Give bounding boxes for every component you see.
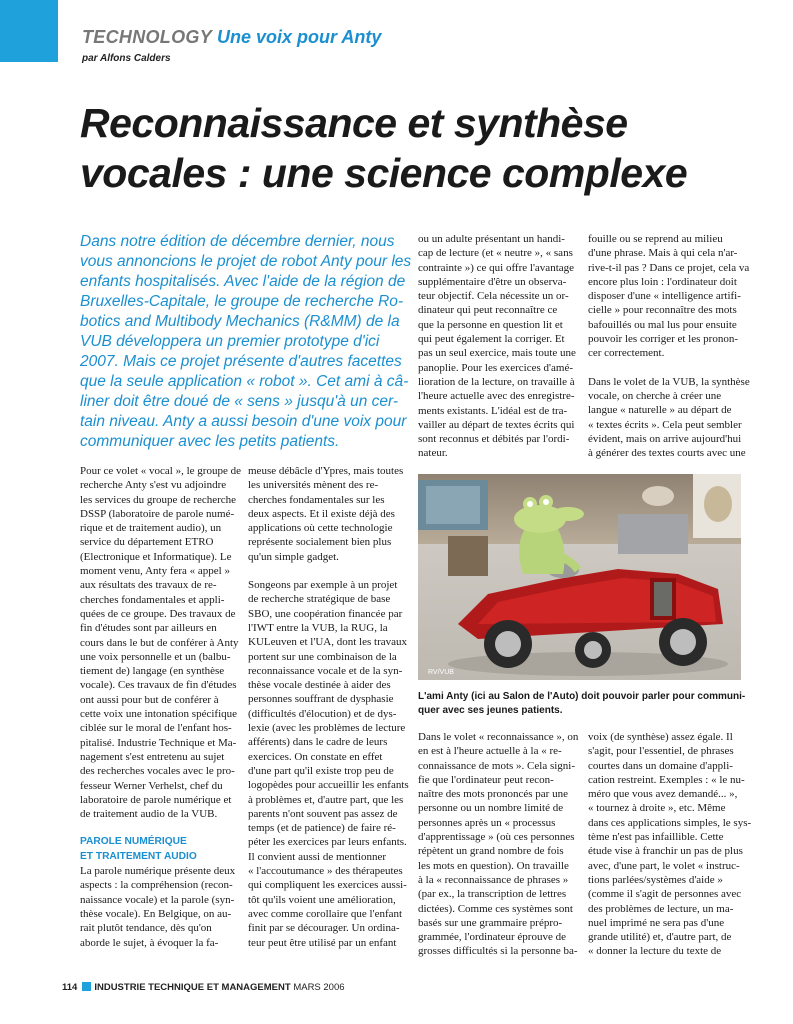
text-line: l'heure actuelle avec des enregistre-: [418, 390, 575, 403]
corner-accent-block: [0, 0, 58, 62]
body-paragraph: [588, 375, 750, 461]
text-line: d'une phrase. Mais à qui cela n'ar-: [588, 247, 738, 260]
text-line: vailler au départ de textes écrits qui: [418, 418, 575, 431]
text-line: basés sur une grammaire prépro-: [418, 916, 563, 929]
text-line: d'apprentissage » (où ces personnes: [418, 831, 575, 844]
column-6: [588, 730, 751, 959]
text-line: représente socialement bien plus: [248, 536, 392, 549]
text-line: grammée, l'ordinateur éprouve de: [418, 931, 566, 944]
text-line: portent sur une combinaison de la: [248, 650, 397, 663]
text-line: vocale). Ces travaux de fin d'études: [80, 679, 237, 692]
text-line: lexie (avec les problèmes de lecture: [248, 722, 406, 735]
text-line: répètent un grand nombre de fois: [418, 845, 564, 858]
text-line: panoplie. Pour les exercices d'amé-: [418, 361, 574, 374]
text-line: Bruxelles-Capitale, le groupe de recherche Ro-: [80, 293, 404, 310]
section-subtitle: Une voix pour Anty: [217, 27, 382, 47]
text-line: KULeuven et l'UA, dont les travaux: [248, 636, 407, 649]
body-paragraph: [588, 232, 750, 361]
text-line: une voix personnelle et un (balbu-: [80, 650, 231, 663]
text-line: « tournez à droite », etc. Même: [588, 802, 726, 815]
text-line: à générer des textes courts avec une: [588, 447, 746, 460]
photo-illustration: [418, 474, 741, 680]
caption-line: quer avec ses jeunes patients.: [418, 705, 563, 716]
column-1: [80, 464, 241, 950]
text-line: logopèdes pour accueillir les enfants: [248, 779, 409, 792]
text-line: communiquer avec les petits patients.: [80, 433, 340, 450]
text-line: d'une part qu'il existe trop peu de: [248, 764, 394, 777]
text-line: fouille ou se reprend au milieu: [588, 233, 723, 245]
body-paragraph: [248, 464, 409, 564]
text-line: étude vise à franchir un pas de plus: [588, 845, 743, 858]
text-line: tiement de) langage (en synthèse: [80, 665, 225, 678]
text-line: cette voix une intonation spécifique: [80, 708, 238, 721]
footer-square-icon: [82, 982, 91, 991]
text-line: dans ces applications simples, le sys-: [588, 816, 752, 829]
text-line: en est à l'heure actuelle à la « re-: [418, 745, 562, 758]
subheading-line: ET TRAITEMENT AUDIO: [80, 850, 197, 862]
text-line: Il convient aussi de mentionner: [248, 850, 387, 863]
text-line: exercices. On constate en effet: [248, 750, 383, 763]
subheading-line: PAROLE NUMÉRIQUE: [80, 836, 187, 848]
text-line: Dans notre édition de décembre dernier, nous: [80, 233, 395, 250]
column-2: [248, 464, 409, 950]
text-line: à problèmes et, d'autre part, que les: [248, 793, 404, 806]
magazine-name: INDUSTRIE TECHNIQUE ET MANAGEMENT: [94, 982, 291, 993]
text-line: nagement s'est entretenu au sujet: [80, 750, 225, 763]
text-line: que la personne en question lit et: [418, 318, 563, 331]
text-line: les universités mènent des re-: [248, 479, 379, 492]
text-line: cap de lecture (et « neutre », « sans: [418, 247, 573, 260]
text-line: ont aussi pour but de conférer à: [80, 693, 219, 706]
headline-line: vocales : une science complexe: [80, 150, 688, 196]
lead-paragraph: [80, 232, 412, 452]
text-line: à la « reconnaissance de phrases »: [418, 873, 569, 886]
text-line: liner doit être doué de « sens » jusqu'à un cer-: [80, 393, 399, 410]
text-line: cer correctement.: [588, 347, 665, 360]
text-line: personne ou un nombre limité de: [418, 802, 564, 815]
text-line: des recherches vocales avec le pro-: [80, 765, 235, 778]
text-line: avec comme corollaire que l'enfant: [248, 907, 403, 920]
page-number: 114: [62, 982, 78, 993]
text-line: personnes souffrant de dysphasie: [248, 693, 394, 706]
text-line: péter les exercices par leurs enfants.: [248, 836, 407, 849]
column-4: [588, 232, 750, 460]
photo-anty-car: [418, 474, 741, 680]
text-line: de traitement audio de la VUB.: [80, 808, 218, 821]
text-line: (comme il s'agit de personnes avec: [588, 888, 742, 901]
text-line: grosses difficultés si la personne ba-: [418, 945, 578, 958]
text-line: Songeons par exemple à un projet: [248, 579, 398, 592]
headline-line: Reconnaissance et synthèse: [80, 100, 628, 146]
column-3: [418, 232, 576, 461]
text-line: cours dans le but de conférer à Anty: [80, 636, 239, 649]
body-paragraph: [248, 578, 409, 950]
text-line: DSSP (laboratoire de parole numé-: [80, 507, 235, 520]
text-line: naissance vocale) et la parole (syn-: [80, 893, 235, 906]
text-line: personnes après un « processus: [418, 816, 556, 829]
text-line: nateur.: [418, 447, 448, 460]
text-line: (difficultés d'élocution) et de dys-: [248, 707, 397, 720]
text-line: (par ex., la transcription de lettres: [418, 888, 567, 901]
text-line: « l'accoutumance » des thérapeutes: [248, 865, 403, 878]
text-line: ments existants. L'idéal est de tra-: [418, 404, 568, 417]
article-headline: [80, 98, 780, 198]
text-line: afférents) dans le cadre de leurs: [248, 736, 388, 749]
text-line: évident, mais on arrive aujourd'hui: [588, 432, 742, 445]
text-line: lioration de la lecture, on travaille à: [418, 375, 575, 388]
text-line: teur objectif. Cela nécessite un or-: [418, 290, 569, 303]
text-line: quées de ce groupe. Des travaux de: [80, 607, 236, 620]
text-line: thèse vocale). En Belgique, on au-: [80, 907, 232, 920]
text-line: laboratoire de parole numérique et: [80, 793, 232, 806]
text-line: rique et de traitement audio), un: [80, 522, 222, 535]
issue-date: MARS 2006: [293, 982, 345, 993]
text-line: temps (et de patience) de faire ré-: [248, 822, 396, 835]
text-line: finit par se décourager. Un ordina-: [248, 922, 400, 935]
text-line: sont reconnus et débités par l'ordi-: [418, 433, 570, 446]
text-line: Dans le volet « reconnaissance », on: [418, 731, 579, 743]
byline: par Alfons Calders: [82, 53, 171, 64]
text-line: ciblée sur le moral de l'enfant hos-: [80, 722, 232, 735]
text-line: moment venu, Anty fera « appel »: [80, 565, 230, 578]
text-line: voix (de synthèse) assez égale. Il: [588, 731, 733, 743]
text-line: contrainte ») ce qui offre l'avantage: [418, 261, 575, 274]
text-line: l'IWT entre la VUB, la RUG, la: [248, 621, 388, 634]
text-line: cielle » pour reconnaître des mots: [588, 304, 737, 317]
text-line: de recherche stratégique de base: [248, 593, 391, 606]
text-line: pouvoir les corriger et les pronon-: [588, 333, 738, 346]
text-line: reconnaissance vocale et de la syn-: [248, 664, 403, 677]
text-line: s'agit, pour l'essentiel, de phrases: [588, 745, 734, 758]
text-line: méro que vous avez demandé... »,: [588, 788, 738, 801]
text-line: langue « naturelle » au départ de: [588, 404, 732, 417]
text-line: qui peut également la corriger. Et: [418, 333, 565, 346]
text-line: applications où cette technologie: [248, 522, 393, 535]
text-line: botics and Multibody Mechanics (R&MM) de la: [80, 313, 400, 330]
text-line: deux aspects. Et il existe déjà des: [248, 507, 395, 520]
text-line: supplémentaire d'être un observa-: [418, 275, 567, 288]
text-line: meuse débâcle d'Ypres, mais toutes: [248, 465, 404, 477]
text-line: courtes dans un domaine d'appli-: [588, 759, 733, 772]
text-line: parents n'ont souvent pas assez de: [248, 807, 398, 820]
page-footer: [62, 982, 345, 993]
text-line: pas un seul exercice, mais toute une: [418, 347, 576, 360]
text-line: avec, d'une part, le volet « instruc-: [588, 859, 740, 872]
text-line: recherche Anty s'est vu adjoindre: [80, 479, 227, 492]
text-line: 2007. Mais ce projet présente d'autres facettes: [80, 353, 402, 370]
text-line: tème n'est pas infaillible. Cette: [588, 831, 724, 844]
intro-paragraph: [80, 464, 241, 821]
section-label: TECHNOLOGY: [82, 27, 213, 47]
text-line: VUB développera un premier prototype d'ici: [80, 333, 380, 350]
photo-credit: RV/VUB: [428, 669, 454, 676]
text-line: bafouillés ou mal lus pour ensuite: [588, 318, 737, 331]
text-line: fin d'études sont par ailleurs en: [80, 622, 217, 635]
text-line: (Electronique et Informatique). Le: [80, 550, 232, 563]
text-line: fesseur Werner Verhelst, chef du: [80, 779, 223, 792]
text-line: Pour ce volet « vocal », le groupe de: [80, 465, 241, 477]
text-line: teur peut être utilisé par un enfant: [248, 936, 397, 949]
text-line: grande utilité) et, d'autre part, de: [588, 931, 732, 944]
text-line: cation restreint. Exemples : « le nu-: [588, 773, 745, 786]
text-line: disposer d'une « intelligence artifi-: [588, 290, 741, 303]
text-line: « textes écrits ». Cela peut sembler: [588, 418, 742, 431]
text-line: que la seule application « robot ». Cet ami à câ-: [80, 373, 409, 390]
text-line: ou un adulte présentant un handi-: [418, 233, 565, 245]
text-line: enfants hospitalisés. Avec l'aide de la région de: [80, 273, 406, 290]
text-line: vocale, on cherche à créer une: [588, 389, 722, 402]
text-line: connaissance de mots ». Cela signi-: [418, 759, 576, 772]
text-line: aspects : la compréhension (recon-: [80, 879, 233, 892]
text-line: pitalisé. Industrie Technique et Ma-: [80, 736, 237, 749]
caption-line: L'ami Anty (ici au Salon de l'Auto) doit pouvoir parler pour communi-: [418, 691, 746, 702]
text-line: « donner la lecture du texte de: [588, 945, 722, 958]
text-line: nuel imprimé ne sera pas d'une: [588, 916, 725, 929]
text-line: rait plutôt tendance, dès qu'on: [80, 922, 212, 935]
text-line: thèse vocale destinée à aider des: [248, 679, 391, 692]
photo-caption: [418, 690, 745, 718]
text-line: des problèmes de lecture, un ma-: [588, 902, 734, 915]
text-line: vous annoncions le projet de robot Anty pour les: [80, 253, 412, 270]
text-line: service du département ETRO: [80, 536, 214, 549]
text-line: cherches fondamentales sur les: [248, 493, 385, 506]
text-line: dictées). Comme ces systèmes sont: [418, 902, 573, 915]
text-line: aux résultats des travaux de re-: [80, 579, 217, 592]
body-paragraph: [80, 864, 241, 950]
text-line: fie que l'ordinateur peut recon-: [418, 773, 554, 786]
text-line: qu'un simple gadget.: [248, 550, 339, 563]
text-line: tôt qu'ils voient une amélioration,: [248, 893, 396, 906]
text-line: tions parlées/systèmes d'aide »: [588, 873, 723, 886]
text-line: qui compliquent les exercices aussi-: [248, 879, 407, 892]
text-line: tain niveau. Anty a aussi besoin d'une voix pour: [80, 413, 407, 430]
text-line: cherches fondamentales et appli-: [80, 593, 225, 606]
text-line: naître des mots prononcés par une: [418, 788, 568, 801]
text-line: rive-t-il pas ? Dans ce projet, cela va: [588, 261, 750, 274]
section-rubric: [82, 26, 381, 48]
text-line: La parole numérique présente deux: [80, 865, 236, 878]
text-line: Dans le volet de la VUB, la synthèse: [588, 375, 750, 388]
column-5: [418, 730, 578, 959]
text-line: SBO, une coopération financée par: [248, 607, 403, 620]
text-line: les mots en question). On travaille: [418, 859, 569, 872]
text-line: aborde le sujet, à évoquer la fa-: [80, 936, 219, 949]
text-line: encore plus loin : l'ordinateur doit: [588, 275, 737, 288]
text-line: dinateur qui peut reconnaître ce: [418, 304, 558, 317]
text-line: les services du groupe de recherche: [80, 493, 237, 506]
